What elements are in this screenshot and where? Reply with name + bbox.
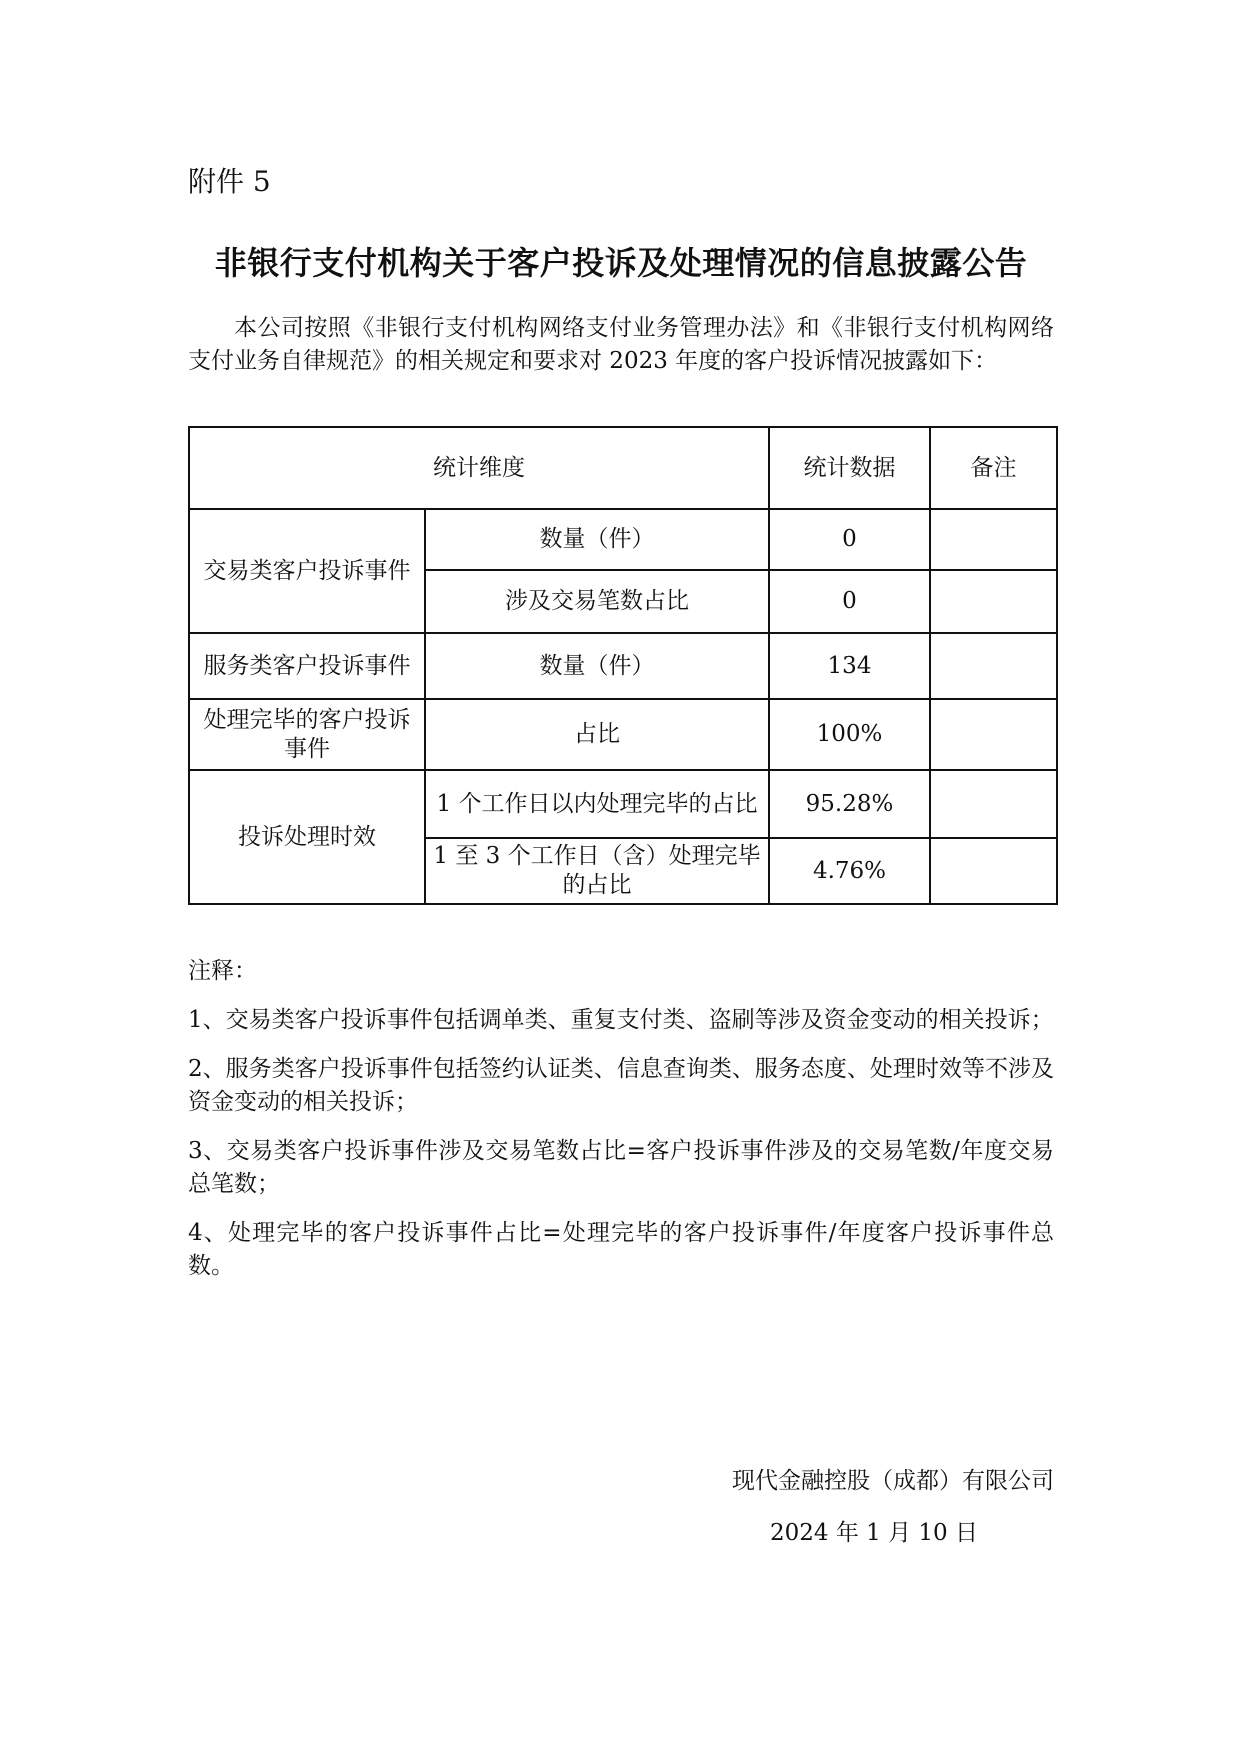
- row-remark: [930, 509, 1057, 570]
- row-value: 0: [769, 570, 930, 633]
- row-item: 1 个工作日以内处理完毕的占比: [425, 770, 769, 838]
- signature-date: 2024 年 1 月 10 日: [770, 1520, 978, 1546]
- table-row: [189, 509, 1057, 570]
- signature-company: 现代金融控股（成都）有限公司: [732, 1468, 1054, 1494]
- row-value: 100%: [769, 699, 930, 770]
- intro-paragraph: 本公司按照《非银行支付机构网络支付业务管理办法》和《非银行支付机构网络支付业务自律规范》的相关规定和要求对 2023 年度的客户投诉情况披露如下：: [188, 315, 1054, 374]
- note-item: 4、处理完毕的客户投诉事件占比=处理完毕的客户投诉事件/年度客户投诉事件总数。: [188, 1220, 1054, 1279]
- header-remark: 备注: [930, 427, 1057, 509]
- row-remark: [930, 570, 1057, 633]
- row-category: 处理完毕的客户投诉事件: [189, 699, 425, 770]
- row-value: 4.76%: [769, 838, 930, 904]
- note-item: 3、交易类客户投诉事件涉及交易笔数占比=客户投诉事件涉及的交易笔数/年度交易总笔数；: [188, 1138, 1054, 1197]
- table-row: [189, 770, 1057, 838]
- document-title: 非银行支付机构关于客户投诉及处理情况的信息披露公告: [214, 244, 1028, 282]
- header-data: 统计数据: [769, 427, 930, 509]
- note-item: 2、服务类客户投诉事件包括签约认证类、信息查询类、服务态度、处理时效等不涉及资金变动的相关投诉；: [188, 1056, 1054, 1115]
- note-item: 1、交易类客户投诉事件包括调单类、重复支付类、盗刷等涉及资金变动的相关投诉；: [188, 1007, 1054, 1033]
- row-category: 服务类客户投诉事件: [189, 633, 425, 699]
- row-remark: [930, 633, 1057, 699]
- table-header-row: [189, 427, 1057, 509]
- row-category: 投诉处理时效: [189, 770, 425, 904]
- header-dimension: 统计维度: [189, 427, 769, 509]
- attachment-label: 附件 5: [188, 165, 271, 198]
- row-value: 95.28%: [769, 770, 930, 838]
- row-value: 134: [769, 633, 930, 699]
- row-remark: [930, 770, 1057, 838]
- row-item: 占比: [425, 699, 769, 770]
- table-row: [189, 633, 1057, 699]
- statistics-table: [188, 426, 1058, 905]
- row-remark: [930, 699, 1057, 770]
- row-item: 1 至 3 个工作日（含）处理完毕的占比: [425, 838, 769, 904]
- row-remark: [930, 838, 1057, 904]
- notes-section: [188, 955, 1054, 1299]
- row-value: 0: [769, 509, 930, 570]
- notes-heading: 注释：: [188, 958, 257, 984]
- row-item: 数量（件）: [425, 509, 769, 570]
- row-category: 交易类客户投诉事件: [189, 509, 425, 633]
- row-item: 涉及交易笔数占比: [425, 570, 769, 633]
- table-row: [189, 699, 1057, 770]
- row-item: 数量（件）: [425, 633, 769, 699]
